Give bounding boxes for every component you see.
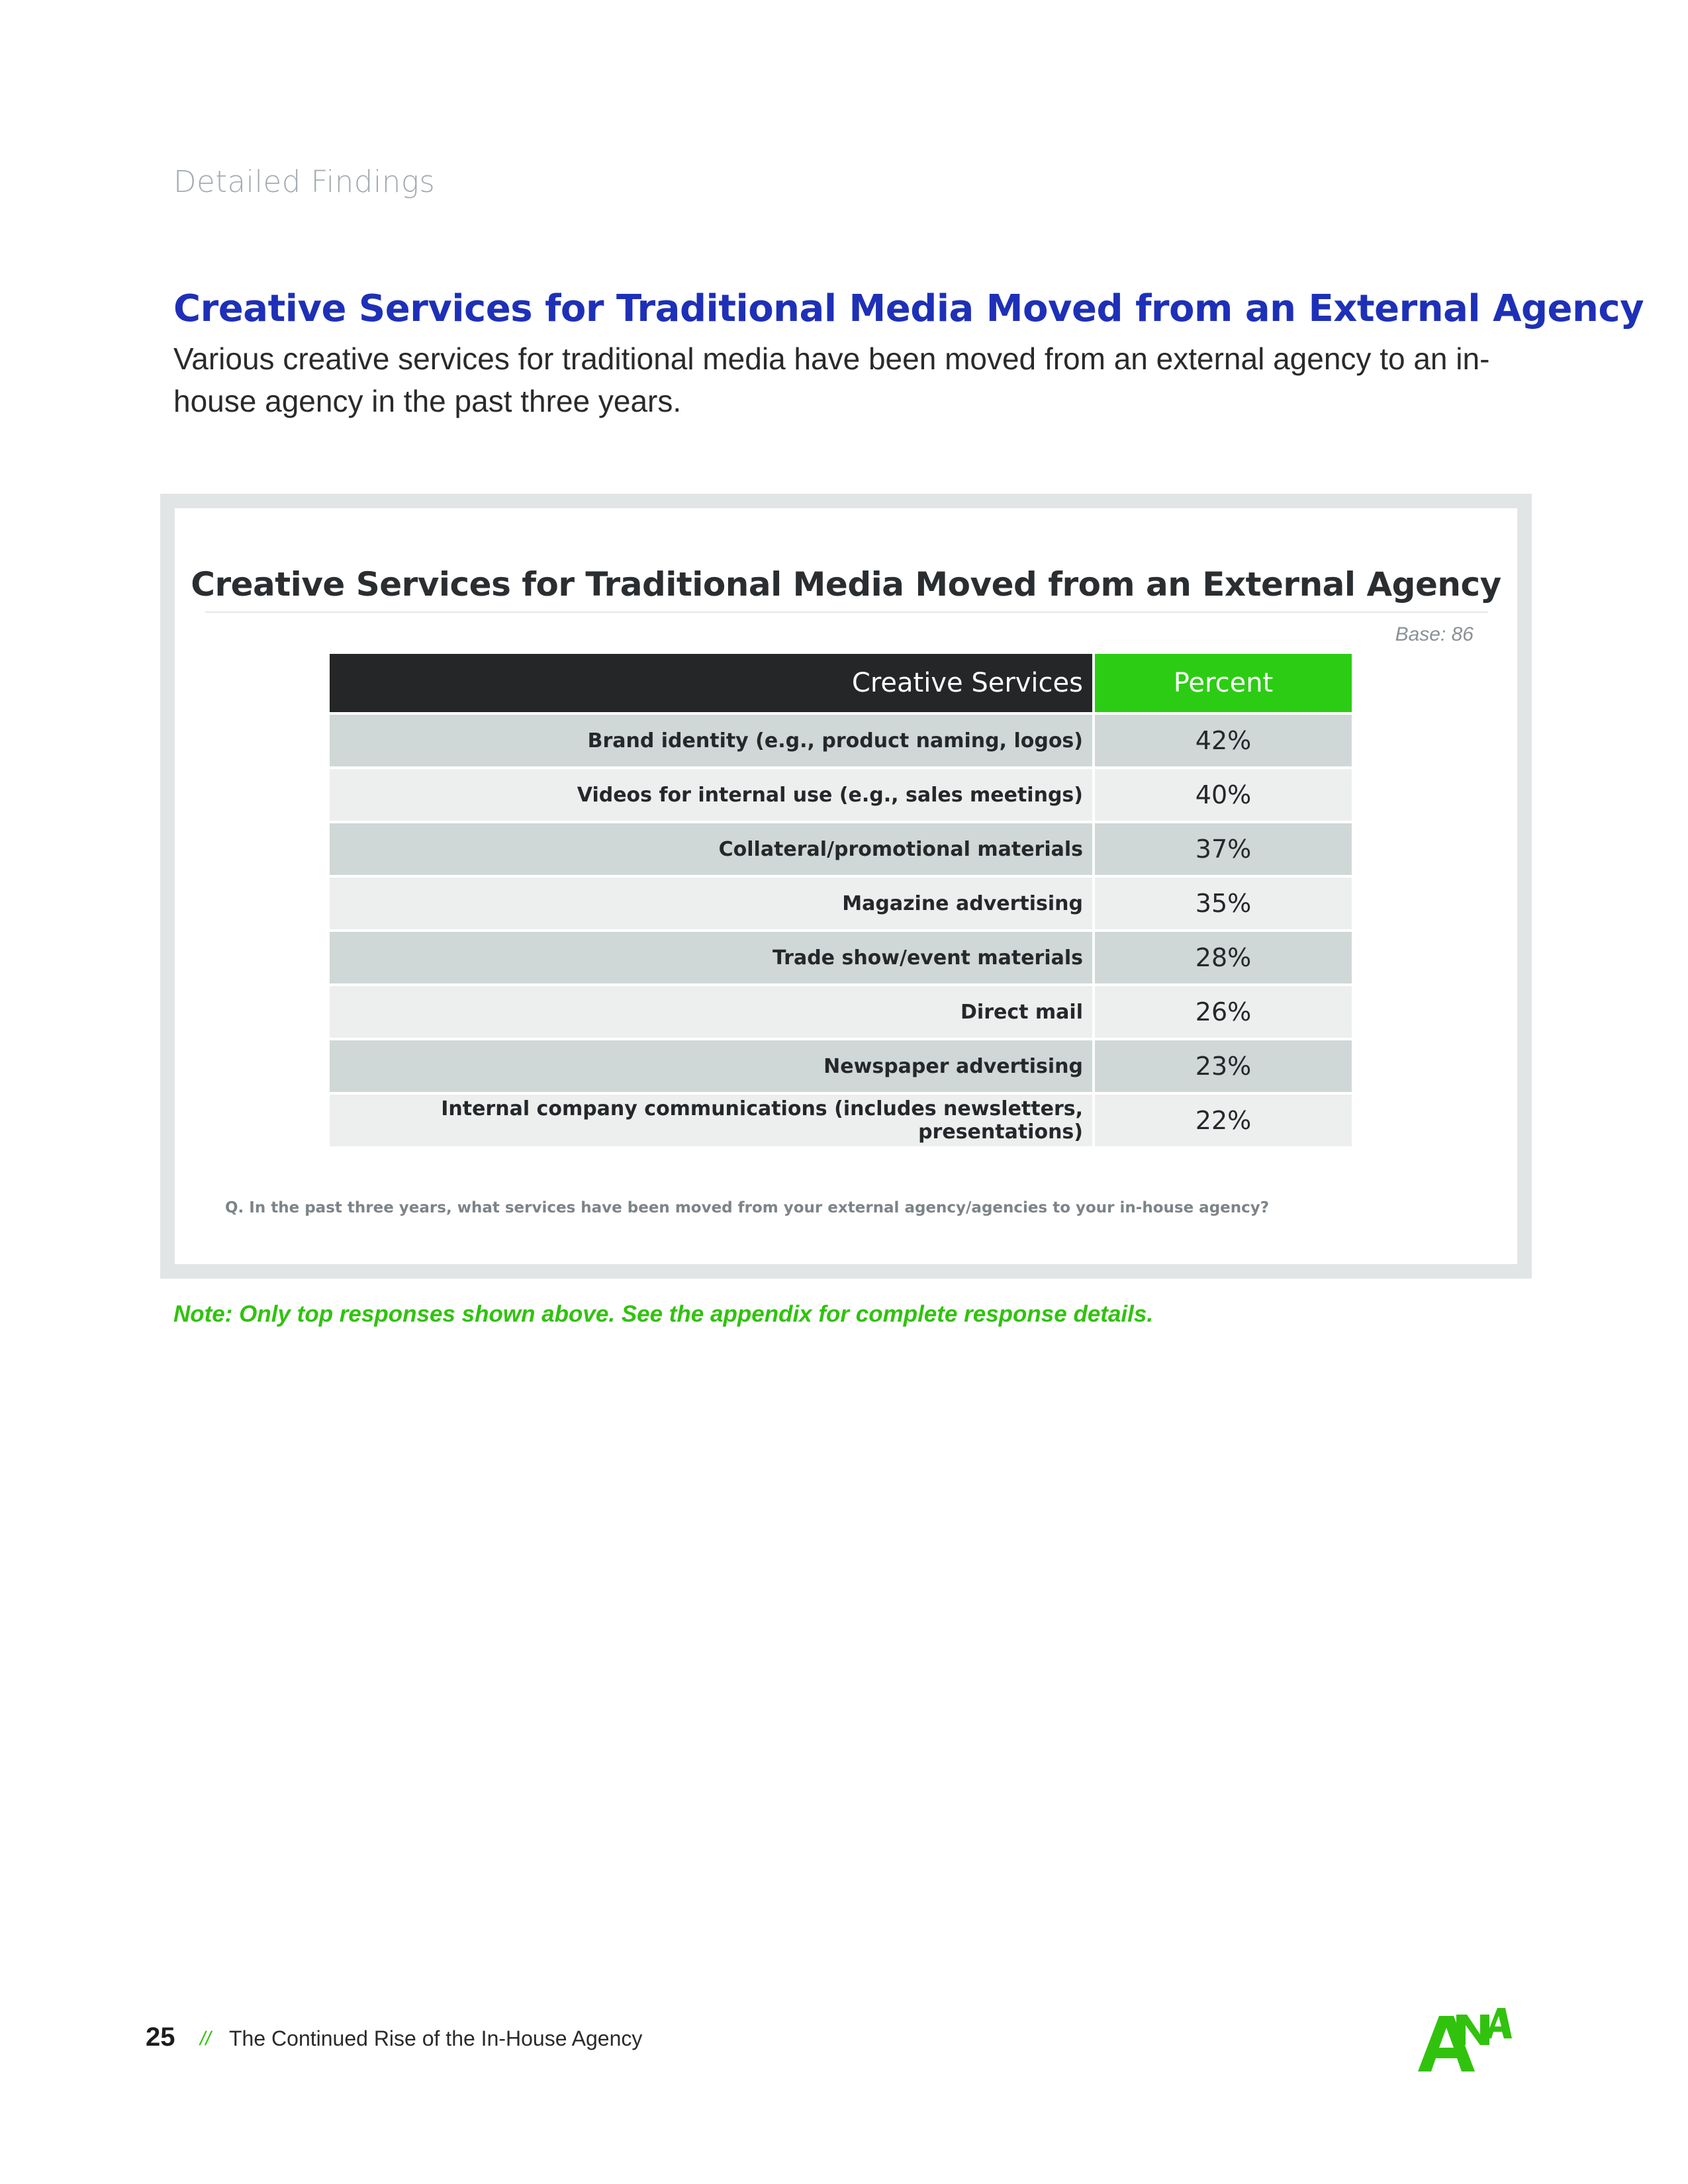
service-cell: Videos for internal use (e.g., sales meetings) [330, 769, 1095, 821]
section-label: Detailed Findings [173, 164, 436, 199]
percent-cell: 42% [1095, 715, 1352, 766]
table-row [330, 715, 1352, 766]
table-row [330, 823, 1352, 875]
service-cell: Trade show/event materials [330, 932, 1095, 983]
service-cell: Internal company communications (includes newsletters, presentations) [330, 1095, 1095, 1146]
table-row [330, 878, 1352, 929]
survey-question: Q. In the past three years, what services have been moved from your external agency/agencies to your in-house agency? [225, 1199, 1270, 1216]
service-cell: Collateral/promotional materials [330, 823, 1095, 875]
table-row [330, 986, 1352, 1038]
table-row [330, 932, 1352, 983]
percent-cell: 26% [1095, 986, 1352, 1038]
service-cell: Brand identity (e.g., product naming, logos) [330, 715, 1095, 766]
table-row [330, 1040, 1352, 1092]
page-title: Creative Services for Traditional Media Moved from an External Agency [173, 287, 1644, 330]
figure-panel [175, 508, 1517, 1264]
column-header-services: Creative Services [330, 654, 1095, 712]
service-cell: Newspaper advertising [330, 1040, 1095, 1092]
ana-logo [1415, 2008, 1512, 2074]
figure-frame [160, 494, 1532, 1279]
percent-cell: 23% [1095, 1040, 1352, 1092]
percent-cell: 22% [1095, 1095, 1352, 1146]
service-cell: Magazine advertising [330, 878, 1095, 929]
table-row [330, 1095, 1352, 1146]
figure-title: Creative Services for Traditional Media Moved from an External Agency [191, 565, 1501, 604]
table-row [330, 769, 1352, 821]
column-header-percent: Percent [1095, 654, 1352, 712]
footer-separator: // [200, 2028, 211, 2050]
footnote: Note: Only top responses shown above. See the appendix for complete response details. [173, 1301, 1154, 1327]
percent-cell: 40% [1095, 769, 1352, 821]
title-divider [205, 612, 1488, 613]
services-table [330, 651, 1352, 1149]
percent-cell: 35% [1095, 878, 1352, 929]
intro-paragraph: Various creative services for traditional media have been moved from an external agency to an in-house agency in the past three years. [173, 341, 1490, 418]
base-label: Base: 86 [1395, 623, 1474, 645]
service-cell: Direct mail [330, 986, 1095, 1038]
table-header-row [330, 654, 1352, 712]
percent-cell: 28% [1095, 932, 1352, 983]
footer-document-title: The Continued Rise of the In-House Agency [229, 2026, 643, 2050]
page-number: 25 [146, 2023, 175, 2052]
percent-cell: 37% [1095, 823, 1352, 875]
